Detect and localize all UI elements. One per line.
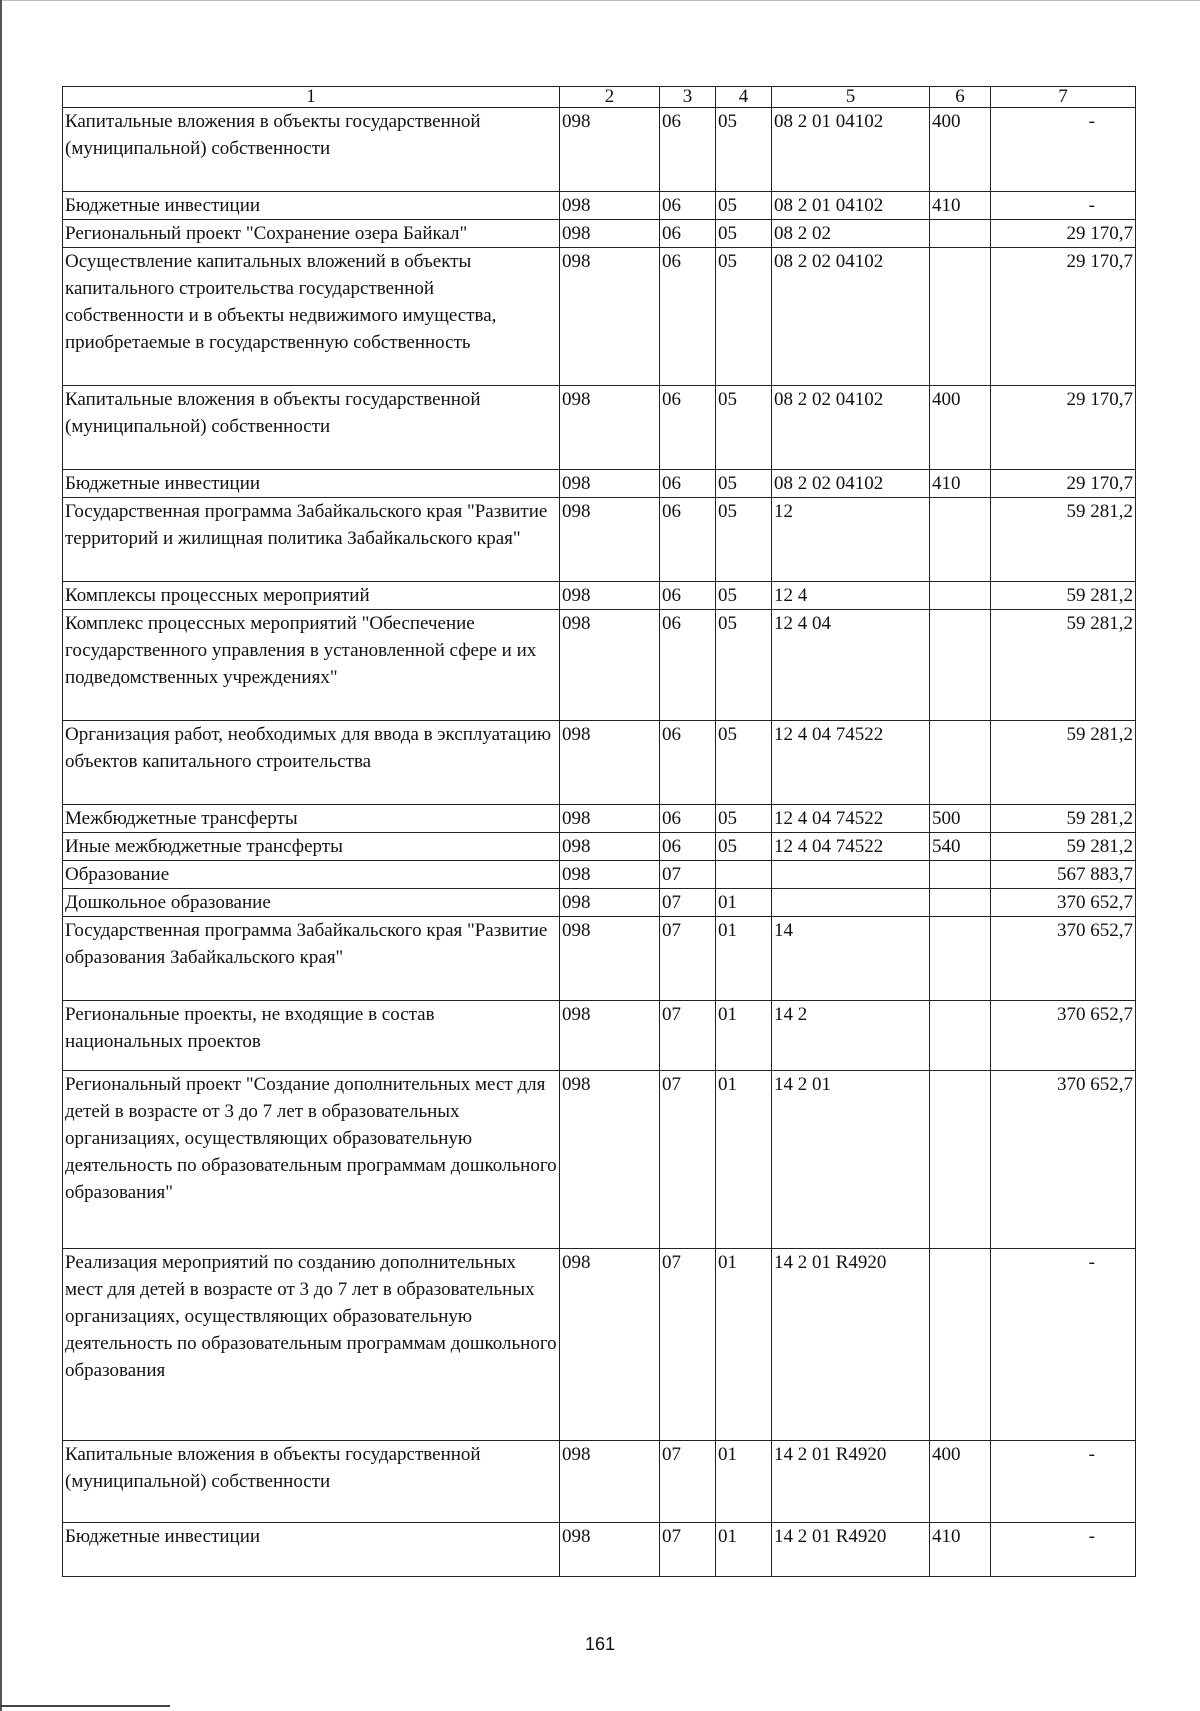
header-col-2: 2 [560,87,660,108]
table-row [63,192,1136,220]
ministry-code-cell: 098 [560,498,660,582]
item-name-cell: Реализация мероприятий по созданию дополнительных мест для детей в возрасте от 3 до 7 лет в образовательных организациях, осуществляющих образовательную деятельность по образовательным программам дошкольного образования [63,1249,560,1441]
item-name-cell: Комплекс процессных мероприятий "Обеспечение государственного управления в установленной сфере и их подведомственных учреждениях" [63,610,560,721]
item-name-cell: Региональный проект "Создание дополнительных мест для детей в возрасте от 3 до 7 лет в образовательных организациях, осуществляющих образовательную деятельность по образовательным программам дошкольного образования" [63,1071,560,1249]
header-col-1: 1 [63,87,560,108]
expense-type-code-cell: 540 [930,833,991,861]
item-name-cell: Государственная программа Забайкальского края "Развитие образования Забайкальского края" [63,917,560,1001]
ministry-code-cell: 098 [560,220,660,248]
ministry-code-cell: 098 [560,889,660,917]
section-code-cell: 07 [660,1001,716,1071]
table-row [63,248,1136,386]
table-row [63,470,1136,498]
table-row [63,833,1136,861]
amount-cell: - [991,1441,1136,1523]
target-article-code-cell: 08 2 02 [772,220,930,248]
table-row [63,386,1136,470]
subsection-code-cell: 05 [716,470,772,498]
amount-cell: 370 652,7 [991,889,1136,917]
amount-cell: - [991,192,1136,220]
item-name-cell: Капитальные вложения в объекты государственной (муниципальной) собственности [63,386,560,470]
table-row [63,610,1136,721]
subsection-code-cell: 05 [716,192,772,220]
expense-type-code-cell: 500 [930,805,991,833]
ministry-code-cell: 098 [560,1523,660,1577]
expense-type-code-cell: 410 [930,470,991,498]
table-row [63,582,1136,610]
ministry-code-cell: 098 [560,248,660,386]
item-name-cell: Иные межбюджетные трансферты [63,833,560,861]
section-code-cell: 07 [660,1523,716,1577]
section-code-cell: 06 [660,833,716,861]
subsection-code-cell: 01 [716,1071,772,1249]
table-row [63,220,1136,248]
section-code-cell: 07 [660,1441,716,1523]
expense-type-code-cell [930,1249,991,1441]
subsection-code-cell: 01 [716,917,772,1001]
page-top-edge [0,0,1200,1]
item-name-cell: Комплексы процессных мероприятий [63,582,560,610]
subsection-code-cell: 05 [716,721,772,805]
table-row [63,889,1136,917]
section-code-cell: 07 [660,1249,716,1441]
amount-cell: 59 281,2 [991,721,1136,805]
item-name-cell: Межбюджетные трансферты [63,805,560,833]
item-name-cell: Образование [63,861,560,889]
section-code-cell: 06 [660,721,716,805]
table-row [63,805,1136,833]
subsection-code-cell: 05 [716,833,772,861]
target-article-code-cell: 08 2 02 04102 [772,470,930,498]
section-code-cell: 06 [660,470,716,498]
header-col-6: 6 [930,87,991,108]
item-name-cell: Бюджетные инвестиции [63,192,560,220]
expense-type-code-cell [930,248,991,386]
target-article-code-cell: 08 2 01 04102 [772,192,930,220]
subsection-code-cell: 05 [716,498,772,582]
ministry-code-cell: 098 [560,861,660,889]
subsection-code-cell: 01 [716,1523,772,1577]
table-row [63,1441,1136,1523]
amount-cell: 59 281,2 [991,833,1136,861]
target-article-code-cell: 12 4 04 [772,610,930,721]
item-name-cell: Осуществление капитальных вложений в объекты капитального строительства государственной собственности и в объекты недвижимого имущества, приобретаемые в государственную собственность [63,248,560,386]
expense-type-code-cell [930,220,991,248]
expense-type-code-cell [930,861,991,889]
expense-type-code-cell [930,582,991,610]
subsection-code-cell: 05 [716,582,772,610]
target-article-code-cell: 08 2 02 04102 [772,248,930,386]
item-name-cell: Капитальные вложения в объекты государственной (муниципальной) собственности [63,108,560,192]
expense-type-code-cell [930,889,991,917]
amount-cell: 29 170,7 [991,386,1136,470]
table-row [63,721,1136,805]
ministry-code-cell: 098 [560,386,660,470]
table-row [63,1249,1136,1441]
expense-type-code-cell: 410 [930,1523,991,1577]
section-code-cell: 06 [660,220,716,248]
page-number: 161 [584,1634,616,1654]
budget-table [62,86,1136,1577]
section-code-cell: 07 [660,1071,716,1249]
amount-cell: 59 281,2 [991,805,1136,833]
section-code-cell: 06 [660,498,716,582]
section-code-cell: 06 [660,248,716,386]
expense-type-code-cell [930,498,991,582]
expense-type-code-cell [930,721,991,805]
expense-type-code-cell: 400 [930,386,991,470]
expense-type-code-cell [930,610,991,721]
subsection-code-cell: 05 [716,386,772,470]
ministry-code-cell: 098 [560,470,660,498]
item-name-cell: Бюджетные инвестиции [63,1523,560,1577]
table-row [63,1001,1136,1071]
ministry-code-cell: 098 [560,1071,660,1249]
ministry-code-cell: 098 [560,582,660,610]
ministry-code-cell: 098 [560,917,660,1001]
page-bottom-edge [0,1705,170,1707]
amount-cell: - [991,1523,1136,1577]
table-row [63,1523,1136,1577]
target-article-code-cell: 08 2 02 04102 [772,386,930,470]
target-article-code-cell: 14 2 01 R4920 [772,1249,930,1441]
amount-cell: 29 170,7 [991,248,1136,386]
expense-type-code-cell: 400 [930,108,991,192]
subsection-code-cell: 05 [716,220,772,248]
amount-cell: 29 170,7 [991,220,1136,248]
target-article-code-cell: 14 [772,917,930,1001]
target-article-code-cell: 14 2 01 [772,1071,930,1249]
item-name-cell: Капитальные вложения в объекты государственной (муниципальной) собственности [63,1441,560,1523]
amount-cell: 370 652,7 [991,917,1136,1001]
section-code-cell: 07 [660,889,716,917]
expense-type-code-cell [930,1071,991,1249]
section-code-cell: 06 [660,582,716,610]
expense-type-code-cell [930,917,991,1001]
item-name-cell: Дошкольное образование [63,889,560,917]
section-code-cell: 06 [660,192,716,220]
section-code-cell: 06 [660,805,716,833]
target-article-code-cell: 14 2 01 R4920 [772,1523,930,1577]
ministry-code-cell: 098 [560,1001,660,1071]
section-code-cell: 07 [660,917,716,1001]
expense-type-code-cell: 410 [930,192,991,220]
subsection-code-cell: 01 [716,1249,772,1441]
header-col-3: 3 [660,87,716,108]
header-col-4: 4 [716,87,772,108]
item-name-cell: Бюджетные инвестиции [63,470,560,498]
expense-type-code-cell: 400 [930,1441,991,1523]
item-name-cell: Государственная программа Забайкальского края "Развитие территорий и жилищная политика Забайкальского края" [63,498,560,582]
target-article-code-cell: 14 2 [772,1001,930,1071]
subsection-code-cell: 05 [716,610,772,721]
table-row [63,498,1136,582]
ministry-code-cell: 098 [560,1441,660,1523]
item-name-cell: Региональный проект "Сохранение озера Байкал" [63,220,560,248]
ministry-code-cell: 098 [560,610,660,721]
target-article-code-cell: 12 4 04 74522 [772,833,930,861]
ministry-code-cell: 098 [560,721,660,805]
ministry-code-cell: 098 [560,108,660,192]
amount-cell: 370 652,7 [991,1001,1136,1071]
table-row [63,108,1136,192]
item-name-cell: Организация работ, необходимых для ввода в эксплуатацию объектов капитального строительства [63,721,560,805]
amount-cell: 59 281,2 [991,610,1136,721]
target-article-code-cell: 12 4 04 74522 [772,721,930,805]
page-left-edge [0,0,2,1711]
target-article-code-cell: 12 [772,498,930,582]
ministry-code-cell: 098 [560,833,660,861]
item-name-cell: Региональные проекты, не входящие в состав национальных проектов [63,1001,560,1071]
section-code-cell: 06 [660,108,716,192]
ministry-code-cell: 098 [560,805,660,833]
section-code-cell: 06 [660,386,716,470]
table-row [63,917,1136,1001]
expense-type-code-cell [930,1001,991,1071]
table-body [63,87,1136,1577]
target-article-code-cell: 12 4 [772,582,930,610]
amount-cell: - [991,108,1136,192]
target-article-code-cell [772,861,930,889]
section-code-cell: 07 [660,861,716,889]
amount-cell: 59 281,2 [991,498,1136,582]
amount-cell: 29 170,7 [991,470,1136,498]
header-col-5: 5 [772,87,930,108]
subsection-code-cell: 05 [716,248,772,386]
subsection-code-cell: 05 [716,805,772,833]
amount-cell: 567 883,7 [991,861,1136,889]
header-col-7: 7 [991,87,1136,108]
section-code-cell: 06 [660,610,716,721]
subsection-code-cell: 01 [716,889,772,917]
target-article-code-cell: 12 4 04 74522 [772,805,930,833]
subsection-code-cell: 01 [716,1001,772,1071]
table-header-row [63,87,1136,108]
subsection-code-cell: 05 [716,108,772,192]
ministry-code-cell: 098 [560,192,660,220]
target-article-code-cell [772,889,930,917]
table-row [63,861,1136,889]
amount-cell: 370 652,7 [991,1071,1136,1249]
subsection-code-cell: 01 [716,1441,772,1523]
ministry-code-cell: 098 [560,1249,660,1441]
table-row [63,1071,1136,1249]
target-article-code-cell: 14 2 01 R4920 [772,1441,930,1523]
target-article-code-cell: 08 2 01 04102 [772,108,930,192]
amount-cell: - [991,1249,1136,1441]
subsection-code-cell [716,861,772,889]
amount-cell: 59 281,2 [991,582,1136,610]
